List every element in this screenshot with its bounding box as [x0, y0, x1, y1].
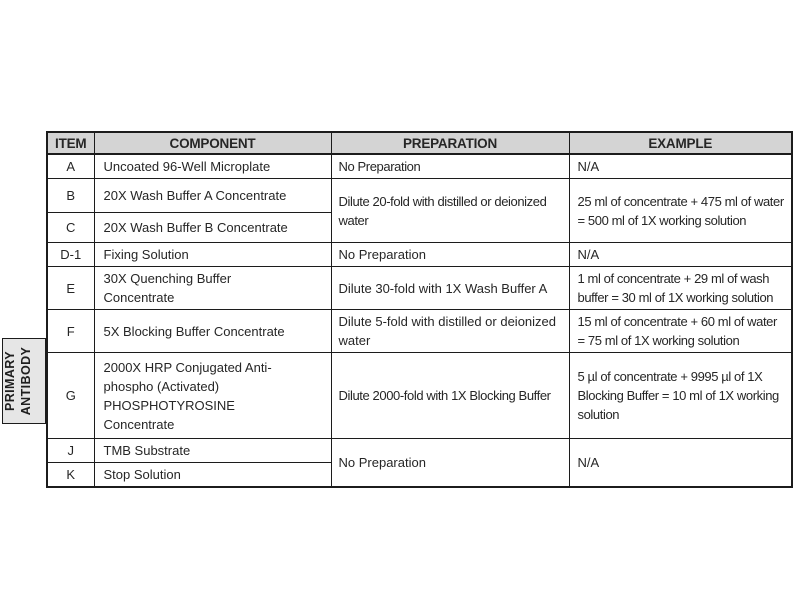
cell-b-item: B	[47, 179, 94, 213]
table-row-a	[47, 154, 792, 179]
side-label-line-1: PRIMARY	[3, 351, 17, 411]
table-row-d1	[47, 243, 792, 267]
cell-bc-preparation: Dilute 20-fold with distilled or deionized water	[331, 179, 569, 243]
table-row-f	[47, 310, 792, 353]
cell-a-component: Uncoated 96-Well Microplate	[94, 154, 331, 179]
header-component: COMPONENT	[94, 132, 331, 154]
cell-k-component: Stop Solution	[94, 463, 331, 488]
table-row-b	[47, 179, 792, 213]
cell-g-example: 5 µl of concentrate + 9995 µl of 1X Blocking Buffer = 10 ml of 1X working solution	[569, 353, 792, 439]
cell-a-item: A	[47, 154, 94, 179]
header-example: EXAMPLE	[569, 132, 792, 154]
side-label-line-2: ANTIBODY	[19, 346, 33, 416]
cell-e-item: E	[47, 267, 94, 310]
cell-a-preparation: No Preparation	[331, 154, 569, 179]
table-row-e	[47, 267, 792, 310]
cell-jk-example: N/A	[569, 439, 792, 488]
primary-antibody-side-label	[2, 338, 46, 424]
cell-f-example: 15 ml of concentrate + 60 ml of water = 75 ml of 1X working solution	[569, 310, 792, 353]
cell-f-item: F	[47, 310, 94, 353]
primary-antibody-side-label-text	[2, 338, 46, 424]
cell-bc-example: 25 ml of concentrate + 475 ml of water = 500 ml of 1X working solution	[569, 179, 792, 243]
cell-j-item: J	[47, 439, 94, 463]
cell-e-component: 30X Quenching Buffer Concentrate	[94, 267, 331, 310]
cell-j-component: TMB Substrate	[94, 439, 331, 463]
cell-g-item: G	[47, 353, 94, 439]
table-row-g	[47, 353, 792, 439]
cell-f-component: 5X Blocking Buffer Concentrate	[94, 310, 331, 353]
table-row-j	[47, 439, 792, 463]
cell-b-component: 20X Wash Buffer A Concentrate	[94, 179, 331, 213]
cell-d1-item: D-1	[47, 243, 94, 267]
header-preparation: PREPARATION	[331, 132, 569, 154]
cell-d1-preparation: No Preparation	[331, 243, 569, 267]
cell-d1-component: Fixing Solution	[94, 243, 331, 267]
cell-e-example: 1 ml of concentrate + 29 ml of wash buffer = 30 ml of 1X working solution	[569, 267, 792, 310]
table-header-row	[47, 132, 792, 154]
cell-g-preparation: Dilute 2000-fold with 1X Blocking Buffer	[331, 353, 569, 439]
cell-jk-preparation: No Preparation	[331, 439, 569, 488]
cell-f-preparation: Dilute 5-fold with distilled or deionized water	[331, 310, 569, 353]
cell-c-item: C	[47, 213, 94, 243]
header-item: ITEM	[47, 132, 94, 154]
cell-d1-example: N/A	[569, 243, 792, 267]
kit-components-table	[46, 131, 793, 488]
cell-c-component: 20X Wash Buffer B Concentrate	[94, 213, 331, 243]
cell-k-item: K	[47, 463, 94, 488]
cell-e-preparation: Dilute 30-fold with 1X Wash Buffer A	[331, 267, 569, 310]
cell-a-example: N/A	[569, 154, 792, 179]
cell-g-component: 2000X HRP Conjugated Anti-phospho (Activated) PHOSPHOTYROSINE Concentrate	[94, 353, 331, 439]
